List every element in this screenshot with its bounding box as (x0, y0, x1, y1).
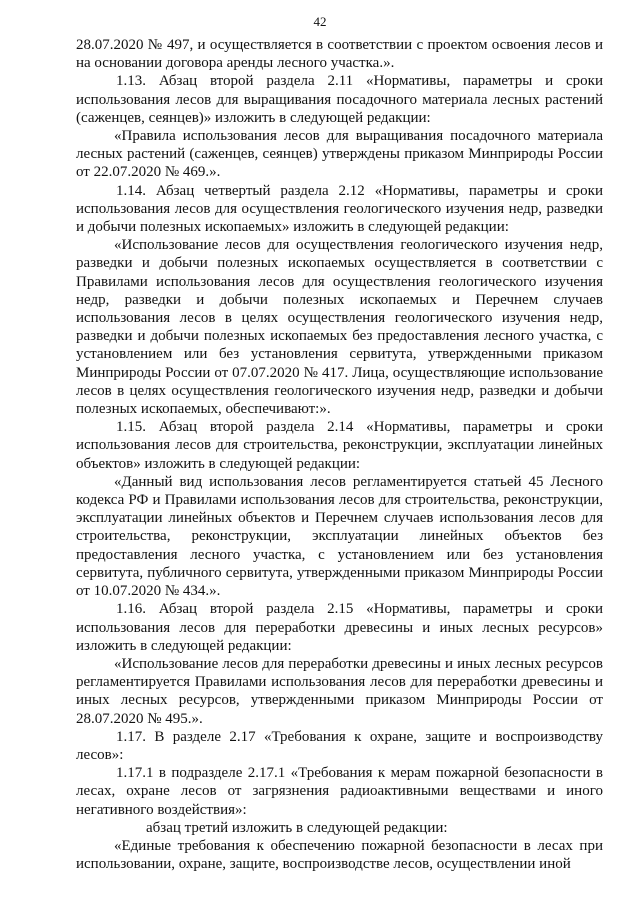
page-number: 42 (313, 14, 327, 29)
item-1-17: 1.17. В разделе 2.17 «Требования к охране, защите и воспроизводству лесов»: (76, 728, 603, 763)
subitem-1-17-1: 1.17.1 в подразделе 2.17.1 «Требования к мерам пожарной безопасности в лесах, охране лесов от загрязнения радиоактивными веществами и иного негативного воздействия»: (76, 765, 603, 818)
item-1-14: 1.14. Абзац четвертый раздела 2.12 «Нормативы, параметры и сроки использования лесов для осуществления геологического изучения недр, разведки и добычи полезных ископаемых» изложить в следующей редакции: (76, 182, 603, 236)
quote-1-13: «Правила использования лесов для выращивания посадочного материала лесных растений (саженцев, сеянцев) утверждены приказом Минприроды России от 22.07.2020 № 469.». (76, 128, 603, 181)
quote-1-16: «Использование лесов для переработки древесины и иных лесных ресурсов регламентируется Правилами использования лесов для переработки древесины и иных лесных ресурсов, утвержденными приказом Минприроды России от 28.07.2020 № 495.». (76, 655, 603, 727)
item-1-16: 1.16. Абзац второй раздела 2.15 «Нормативы, параметры и сроки использования лесов для переработки древесины и иных лесных ресурсов» изложить в следующей редакции: (76, 601, 603, 654)
document-body (76, 36, 603, 873)
quote-1-17-1: «Единые требования к обеспечению пожарной безопасности в лесах при использовании, охране, защите, воспроизводстве лесов, осуществлении иной (76, 837, 603, 873)
instruction-paragraph: абзац третий изложить в следующей редакции: (146, 819, 448, 836)
quote-1-15: «Данный вид использования лесов регламентируется статьей 45 Лесного кодекса РФ и Правилами использования лесов для строительства, реконструкции, эксплуатации линейных объектов и Перечнем случаев использования лесов для строительства, реконструкции, эксплуатации линейных объектов без предоставления лесного участка, с установлением или без установления сервитута, публичного сервитута, утвержденными приказом Минприроды России от 10.07.2020 № 434.». (76, 473, 603, 600)
item-1-13: 1.13. Абзац второй раздела 2.11 «Нормативы, параметры и сроки использования лесов для выращивания посадочного материала лесных растений (саженцев, сеянцев)» изложить в следующей редакции: (76, 73, 603, 126)
item-1-15: 1.15. Абзац второй раздела 2.14 «Нормативы, параметры и сроки использования лесов для строительства, реконструкции, эксплуатации линейных объектов» изложить в следующей редакции: (76, 419, 603, 472)
paragraph-continuation: 28.07.2020 № 497, и осуществляется в соответствии с проектом освоения лесов и на основании договора аренды лесного участка.». (76, 37, 603, 72)
quote-1-14: «Использование лесов для осуществления геологического изучения недр, разведки и добычи полезных ископаемых осуществляется в соответствии с Правилами использования лесов для осуществления геологического изучения недр, разведки и добычи полезных ископаемых и Перечнем случаев использования лесов в целях осуществления геологического изучения недр, разведки и добычи полезных ископаемых без предоставления лесного участка, с установлением или без установления сервитута, утвержденными приказом Минприроды России от 07.07.2020 № 417. Лица, осуществляющие использование лесов в целях осуществления геологического изучения недр, разведки и добычи полезных ископаемых, обеспечивают:». (76, 237, 603, 418)
